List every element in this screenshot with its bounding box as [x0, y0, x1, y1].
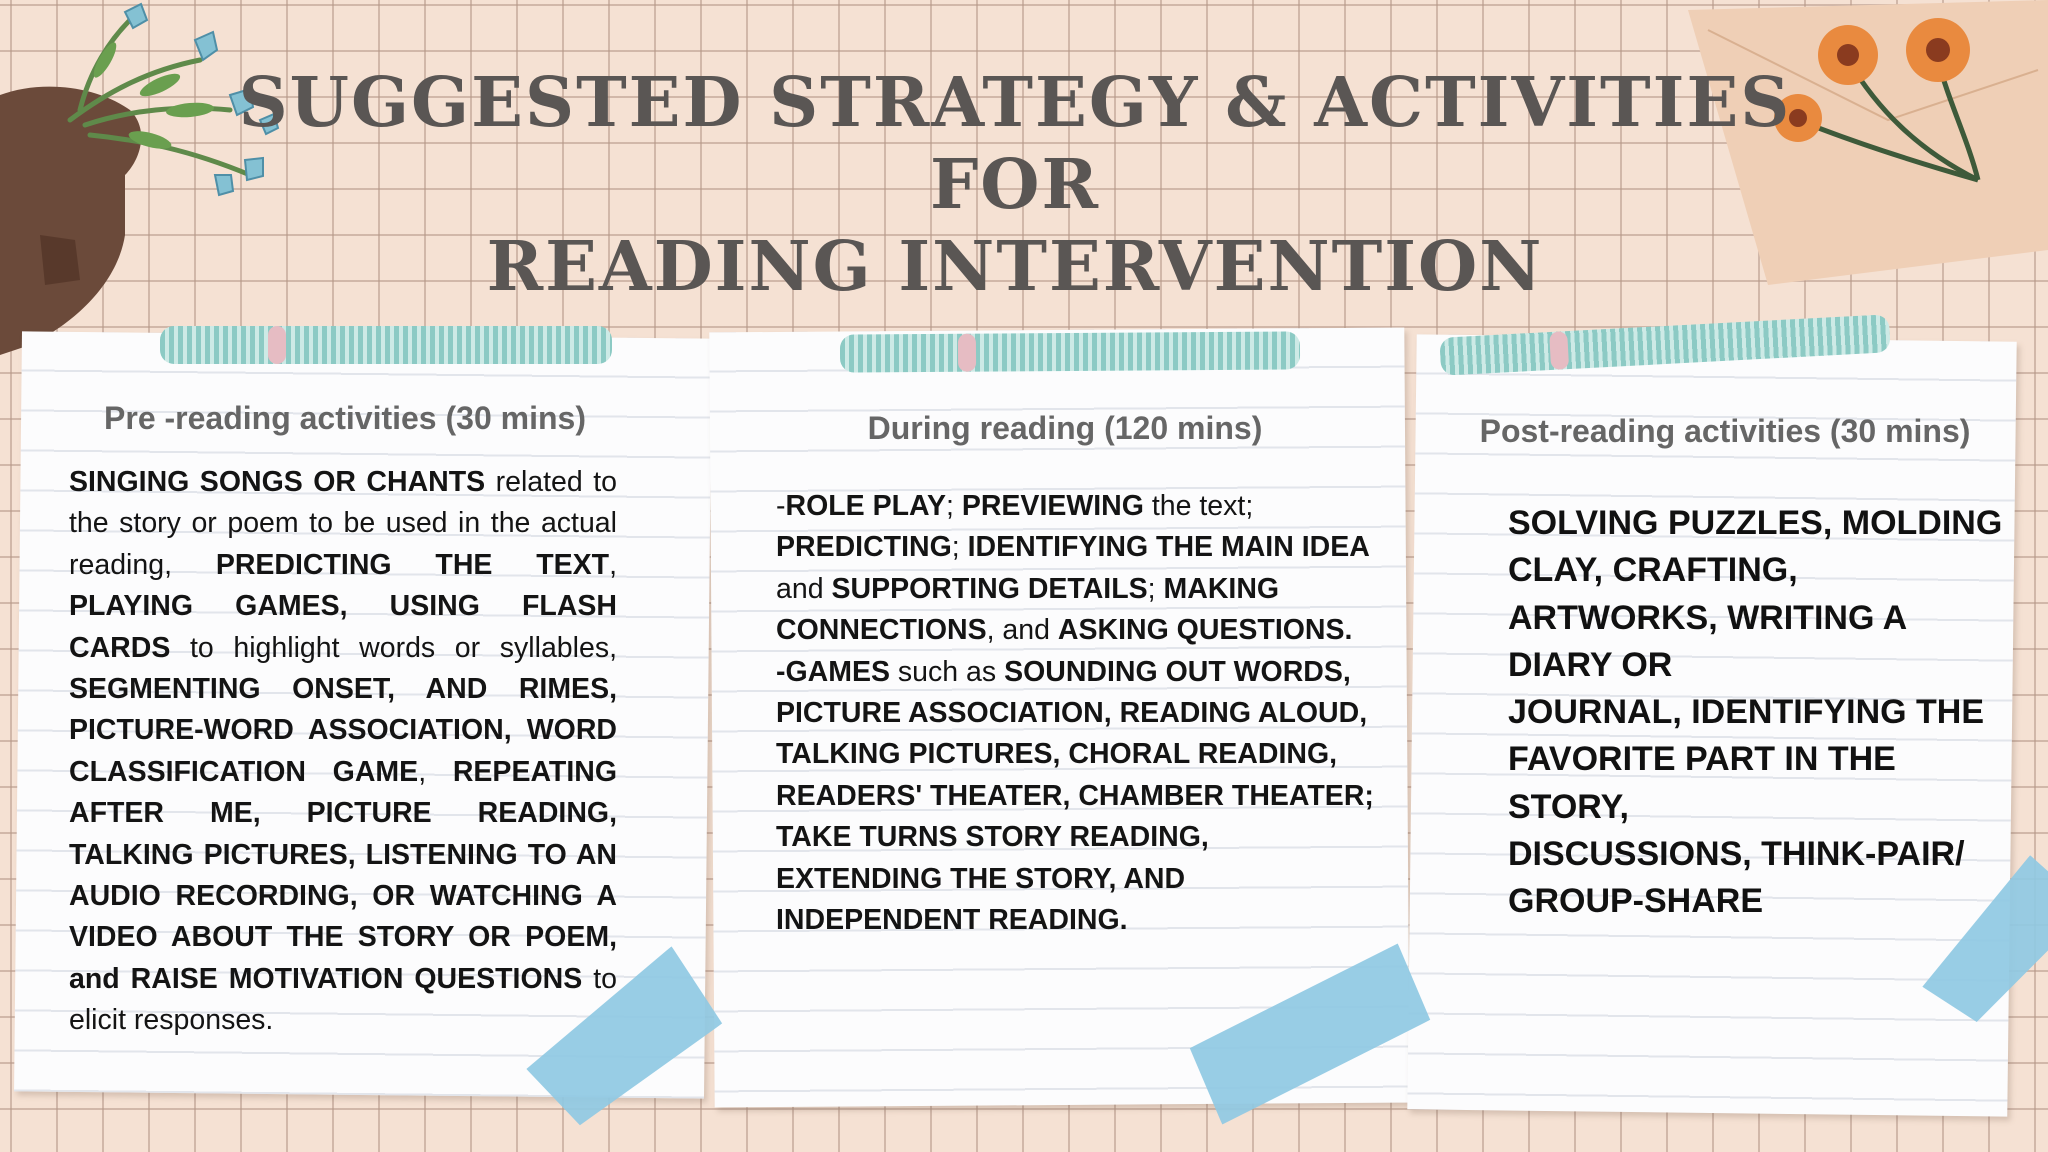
body-text-run: ,	[1593, 551, 1613, 590]
emphasis-text: ROLE PLAY	[785, 490, 946, 522]
emphasis-text: MAKING CONNECTIONS	[776, 572, 1280, 647]
body-text-run: ,	[609, 548, 617, 581]
body-text-run: the text;	[1143, 490, 1254, 522]
emphasis-text: ASKING QUESTIONS.	[1057, 614, 1353, 647]
during-reading-text	[776, 486, 1376, 941]
emphasis-text: REPEATING AFTER ME, PICTURE READING, TALKING PICTURES, LISTENING TO AN AUDIO RECORDING, OR WATCHING A VIDEO ABOUT THE STORY OR POEM, and RAISE MOTIVATION QUESTIONS	[69, 755, 617, 995]
emphasis-text: SEGMENTING ONSET, AND RIMES, PICTURE-WORD ASSOCIATION, WORD CLASSIFICATION GAME	[69, 673, 617, 788]
emphasis-text: SUPPORTING DETAILS	[831, 572, 1148, 605]
title-line-2: READING INTERVENTION	[486, 227, 1544, 307]
pre-reading-text	[69, 462, 617, 1042]
stitch-ribbon	[160, 326, 612, 364]
title-line-1: SUGGESTED STRATEGY & ACTIVITIES FOR	[238, 63, 1792, 225]
body-text-run: ;	[1147, 572, 1164, 605]
body-text-run: such as	[890, 655, 1005, 688]
emphasis-text: SOLVING PUZZLES	[1508, 504, 1823, 542]
body-text-run: related to the story or poem to be used in the actual reading,	[69, 466, 617, 581]
page-title	[190, 62, 1840, 308]
emphasis-text: IDENTIFYING THE MAIN IDEA	[967, 531, 1370, 564]
emphasis-text: PREVIEWING	[961, 490, 1144, 522]
body-text-run: -	[776, 490, 786, 522]
emphasis-text: SINGING SONGS OR CHANTS	[69, 466, 486, 498]
emphasis-text: CRAFTING, ARTWORKS, WRITING A DIARY OR	[1508, 551, 1906, 684]
body-text-run: ;	[951, 531, 968, 564]
emphasis-text: -GAMES	[776, 655, 890, 688]
emphasis-text: JOURNAL, IDENTIFYING THE FAVORITE PART IN THE STORY,	[1508, 693, 1985, 826]
emphasis-text: PLAYING GAMES, USING FLASH CARDS	[69, 590, 617, 664]
body-text-run: to highlight words or syllables,	[170, 631, 617, 664]
body-text-run: , and	[986, 614, 1058, 647]
emphasis-text: SOUNDING OUT WORDS, PICTURE ASSOCIATION, READING ALOUD, TALKING PICTURES, CHORAL READING,	[776, 655, 1368, 771]
body-text-run: ;	[945, 490, 962, 522]
during-reading-heading: During reading (120 mins)	[867, 410, 1263, 446]
stitch-ribbon	[840, 331, 1300, 372]
body-text-run: ,	[1822, 504, 1842, 542]
body-text-run: and	[776, 572, 832, 605]
emphasis-text: READERS' THEATER, CHAMBER THEATER; TAKE TURNS STORY READING, EXTENDING THE STORY, AND INDEPENDENT READING.	[776, 779, 1374, 937]
body-text-run: to elicit responses.	[69, 962, 617, 1037]
post-reading-heading: Post-reading activities (30 mins)	[1479, 413, 1971, 449]
post-reading-text	[1508, 500, 2008, 926]
emphasis-text: PREDICTING THE TEXT	[215, 548, 610, 581]
emphasis-text: MOLDING CLAY	[1508, 504, 2003, 590]
emphasis-text: PREDICTING	[776, 531, 952, 564]
emphasis-text: DISCUSSIONS, THINK-PAIR/ GROUP-SHARE	[1508, 835, 1965, 921]
pre-reading-heading: Pre -reading activities (30 mins)	[104, 400, 586, 436]
body-text-run: ,	[418, 755, 453, 788]
